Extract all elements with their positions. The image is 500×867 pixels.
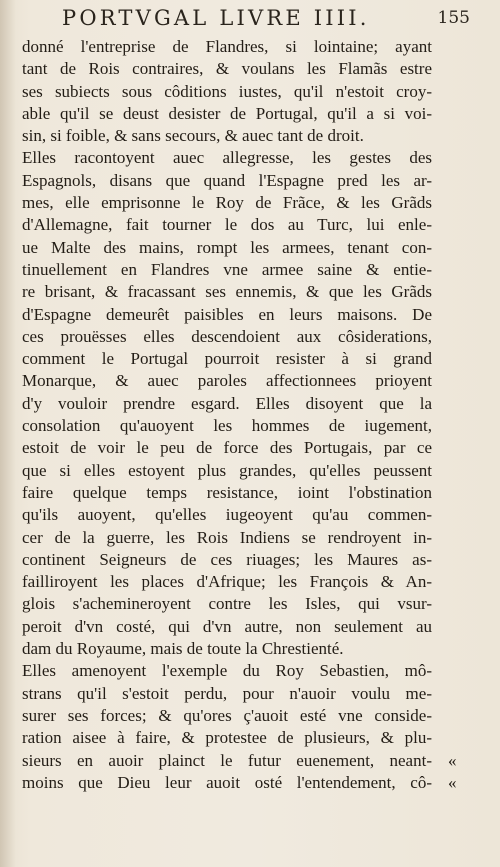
text-line: qu'ils auoyent, qu'elles iugeoyent qu'au commen- <box>22 505 432 525</box>
text-line: faire quelque temps resistance, ioint l'obstination <box>22 482 432 502</box>
text-line: strans qu'il s'estoit perdu, pour n'auoir voulu me- <box>22 683 432 703</box>
text-line: d'Allemagne, fait tourner le dos au Turc, lui enle- <box>22 215 432 235</box>
margin-quote-mark: « <box>448 772 457 792</box>
text-line: ue Malte des mains, rompt les armees, tenant con- <box>22 237 432 257</box>
text-line: ration aisee à faire, & protestee de plusieurs, & plu- <box>22 728 432 748</box>
text-line: peroit d'vn costé, qui d'vn autre, non seulement au <box>22 616 432 636</box>
text-line: d'y vouloir prendre esgard. Elles disoyent que la <box>22 393 432 413</box>
text-line: cer de la guerre, les Rois Indiens se rendroyent in- <box>22 527 432 547</box>
text-line: donné l'entreprise de Flandres, si lointaine; ayant <box>22 37 432 56</box>
text-line: tant de Rois contraires, & voulans les Flamãs estre <box>22 59 432 79</box>
text-line: tinuellement en Flandres vne armee saine & entie- <box>22 259 432 279</box>
margin-quote-mark: « <box>448 750 457 770</box>
text-line: estoit de voir le peu de force des Portugais, par ce <box>22 438 432 458</box>
body-text <box>22 36 432 794</box>
text-line: failliroyent les places d'Afrique; les François & An- <box>22 572 432 592</box>
text-line: continent Seigneurs de ces riuages; les Maures as- <box>22 549 432 569</box>
text-line: sieurs en auoir plainct le futur euenement, neant- <box>22 750 432 770</box>
text-line: que si elles estoyent plus grandes, qu'elles peussent <box>22 460 432 480</box>
text-line: re brisant, & fracassant ses ennemis, & que les Grãds <box>22 282 432 302</box>
text-line: mes, elle emprisonne le Roy de Frãce, & les Grãds <box>22 193 432 213</box>
text-line: Elles racontoyent auec allegresse, les gestes des <box>22 148 432 168</box>
running-head: PORTVGAL LIVRE IIII. <box>62 6 370 30</box>
page-number: 155 <box>437 8 470 28</box>
text-line: glois s'achemineroyent contre les Isles, qui vsur- <box>22 594 432 614</box>
text-line: able qu'il se deust desister de Portugal, qu'il a si voi- <box>22 103 432 123</box>
page-header <box>62 6 470 36</box>
text-line: Elles amenoyent l'exemple du Roy Sebastien, mô- <box>22 661 432 681</box>
text-line: d'Espagne demeurêt paisibles en leurs maisons. De <box>22 304 432 324</box>
text-line: Monarque, & auec paroles affectionnees prioyent <box>22 371 432 391</box>
text-line: Espagnols, disans que quand l'Espagne pred les ar- <box>22 170 432 190</box>
text-line: surer ses forces; & qu'ores ç'auoit esté vne conside- <box>22 705 432 725</box>
text-line: comment le Portugal pourroit resister à si grand <box>22 349 432 369</box>
text-line: sin, si foible, & sans secours, & auec tant de droit. <box>22 126 364 146</box>
text-line: ces prouësses elles descendoient aux côsiderations, <box>22 326 432 346</box>
text-line: dam du Royaume, mais de toute la Chrestienté. <box>22 639 344 659</box>
text-line: consolation qu'auoyent les hommes de iugement, <box>22 416 432 436</box>
text-line: ses subiects sous côditions iustes, qu'il n'estoit croy- <box>22 81 432 101</box>
page-gutter-shadow <box>0 0 16 867</box>
text-line: moins que Dieu leur auoit osté l'entendement, cô- <box>22 772 432 792</box>
